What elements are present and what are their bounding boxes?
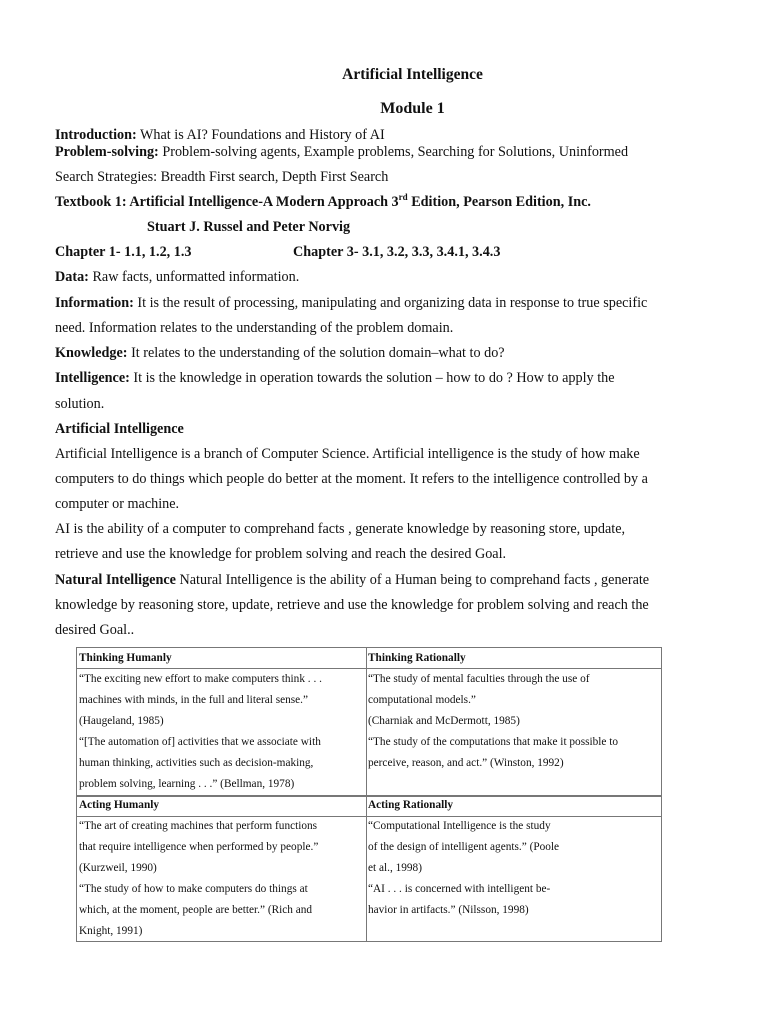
cell-line: “Computational Intelligence is the study [368, 820, 551, 832]
module-heading: Module 1 [380, 100, 445, 117]
cell-acting-rationally [368, 795, 559, 921]
ai-paragraph-line: computer or machine. [55, 496, 180, 512]
cell-acting-humanly [79, 795, 318, 942]
information-label: Information: [55, 295, 134, 311]
knowledge-definition [55, 345, 505, 362]
cell-line: (Haugeland, 1985) [79, 715, 164, 727]
information-definition [55, 295, 647, 312]
chapter-3: Chapter 3- 3.1, 3.2, 3.3, 3.4.1, 3.4.3 [293, 244, 501, 260]
natural-intelligence-label: Natural Intelligence [55, 572, 176, 588]
cell-line: Knight, 1991) [79, 925, 143, 937]
intelligence-text: It is the knowledge in operation towards the solution – how to do ? How to apply the [129, 370, 615, 386]
cell-line: “The study of the computations that make it possible to [368, 736, 619, 748]
cell-thinking-rationally [368, 648, 618, 774]
ai-paragraph-line: Artificial Intelligence is a branch of Computer Science. Artificial intelligence is the study of how make [55, 446, 640, 462]
information-definition-2: need. Information relates to the understanding of the problem domain. [55, 320, 454, 336]
page-title: Artificial Intelligence [342, 66, 483, 83]
cell-line: “The study of how to make computers do things at [79, 883, 308, 895]
cell-line: machines with minds, in the full and literal sense.” [79, 694, 309, 706]
cell-header: Acting Humanly [79, 799, 160, 811]
chapters-line [55, 244, 755, 261]
knowledge-label: Knowledge: [55, 345, 128, 361]
cell-line: havior in artifacts.” (Nilsson, 1998) [368, 904, 529, 916]
knowledge-text: It relates to the understanding of the solution domain–what to do? [127, 345, 505, 361]
cell-line: “[The automation of] activities that we associate with [79, 736, 321, 748]
intelligence-definition-2: solution. [55, 396, 105, 412]
cell-line: that require intelligence when performed by people.” [79, 841, 319, 853]
chapter-1: Chapter 1- 1.1, 1.2, 1.3 [55, 244, 192, 260]
cell-header: Thinking Rationally [368, 652, 466, 664]
cell-thinking-humanly [79, 648, 322, 795]
cell-line: perceive, reason, and act.” (Winston, 1992) [368, 757, 564, 769]
introduction-label: Introduction: [55, 127, 137, 143]
cell-line: “The exciting new effort to make computers think . . . [79, 673, 322, 685]
cell-line: “The study of mental faculties through the use of [368, 673, 590, 685]
authors-line: Stuart J. Russel and Peter Norvig [147, 219, 351, 235]
textbook-title: Textbook 1: Artificial Intelligence-A Modern Approach 3 [55, 194, 399, 210]
natural-intelligence-line-2: knowledge by reasoning store, update, retrieve and use the knowledge for problem solving and reach the [55, 597, 649, 613]
introduction-line [55, 127, 385, 144]
cell-line: computational models.” [368, 694, 476, 706]
information-text: It is the result of processing, manipulating and organizing data in response to true specific [133, 295, 648, 311]
problem-solving-line-2: Search Strategies: Breadth First search, Depth First Search [55, 169, 389, 185]
introduction-text: What is AI? Foundations and History of AI [136, 127, 385, 143]
natural-intelligence-line-3: desired Goal.. [55, 622, 135, 638]
cell-header: Acting Rationally [368, 799, 454, 811]
cell-line: “The art of creating machines that perform functions [79, 820, 318, 832]
ai-definitions-table [76, 647, 662, 942]
data-label: Data: [55, 269, 89, 285]
cell-line: (Kurzweil, 1990) [79, 862, 157, 874]
ai-paragraph-line: AI is the ability of a computer to comprehand facts , generate knowledge by reasoning store, update, [55, 521, 626, 537]
textbook-sup: rd [398, 192, 408, 202]
cell-line: problem solving, learning . . .” (Bellman, 1978) [79, 778, 295, 790]
cell-header: Thinking Humanly [79, 652, 172, 664]
problem-solving-text: Problem-solving agents, Example problems, Searching for Solutions, Uninformed [158, 144, 629, 160]
problem-solving-label: Problem-solving: [55, 144, 159, 160]
ai-paragraph-line: computers to do things which people do better at the moment. It refers to the intelligence controlled by a [55, 471, 648, 487]
cell-line: (Charniak and McDermott, 1985) [368, 715, 520, 727]
cell-line: human thinking, activities such as decision-making, [79, 757, 314, 769]
textbook-line [55, 194, 591, 211]
natural-intelligence-text: Natural Intelligence is the ability of a Human being to comprehand facts , generate [175, 572, 650, 588]
ai-paragraph-line: retrieve and use the knowledge for problem solving and reach the desired Goal. [55, 546, 507, 562]
cell-line: which, at the moment, people are better.” (Rich and [79, 904, 313, 916]
data-text: Raw facts, unformatted information. [88, 269, 300, 285]
problem-solving-line [55, 144, 628, 161]
intelligence-definition [55, 370, 615, 387]
ai-heading: Artificial Intelligence [55, 421, 184, 437]
intelligence-label: Intelligence: [55, 370, 130, 386]
cell-line: et al., 1998) [368, 862, 422, 874]
textbook-edition: Edition, Pearson Edition, Inc. [407, 194, 591, 210]
cell-line: “AI . . . is concerned with intelligent be- [368, 883, 551, 895]
data-definition [55, 269, 299, 286]
natural-intelligence-line [55, 572, 649, 589]
cell-line: of the design of intelligent agents.” (Poole [368, 841, 560, 853]
